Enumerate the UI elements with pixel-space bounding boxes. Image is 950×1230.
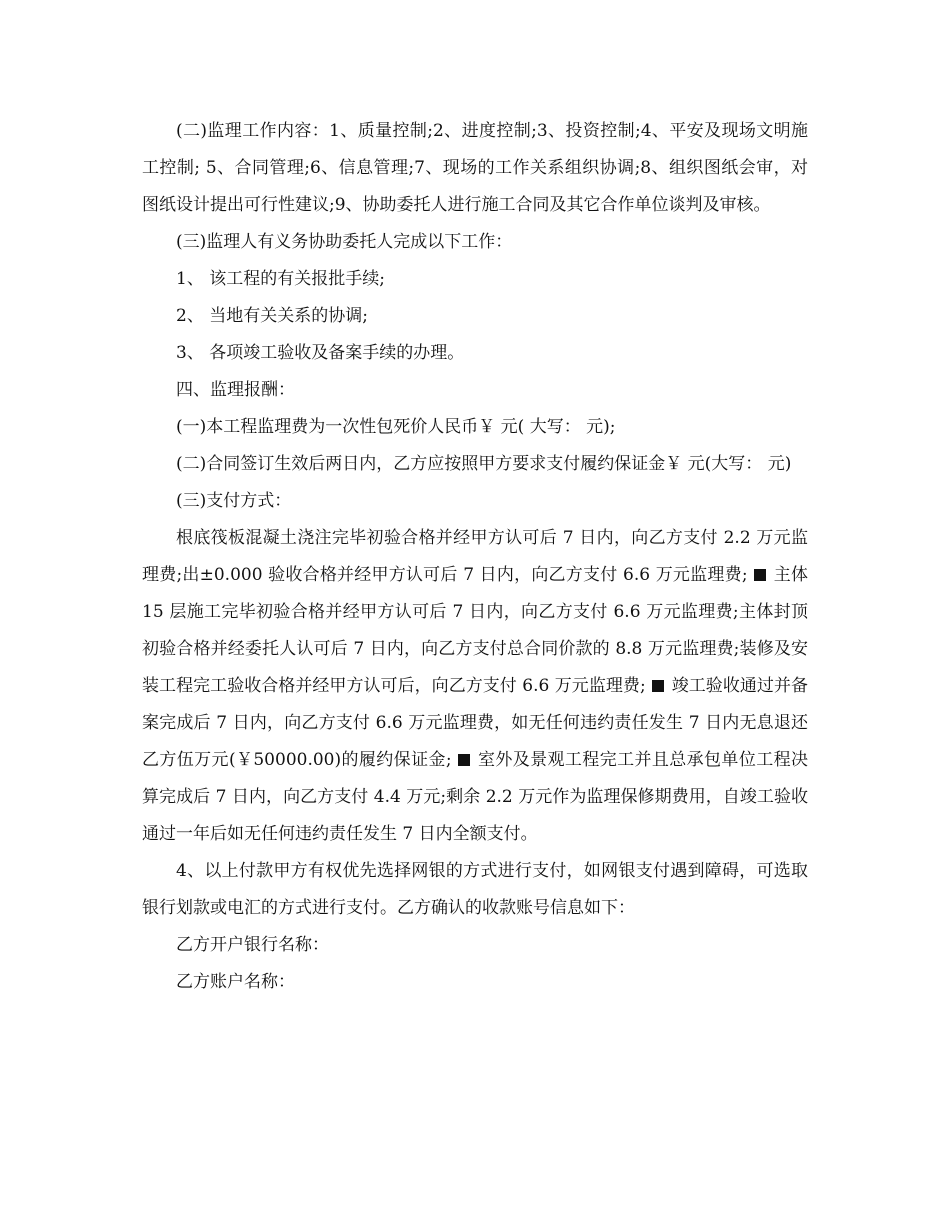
document-body — [142, 113, 808, 1001]
paragraph-bank-name: 乙方开户银行名称： — [176, 935, 329, 955]
payment-schedule-part-3: 竣工验收通过并备案完成后 7 日内，向乙方支付 6.6 万元监理费，如无任何违约责任发生 7 日内无息退还乙方伍万元(￥50000.00)的履约保证金; — [142, 676, 808, 770]
payment-schedule-part-2: 主体 15 层施工完毕初验合格并经甲方认可后 7 日内，向乙方支付 6.6 万元监理费;主体封顶初验合格并经委托人认可后 7 日内，向乙方支付总合同价款的 8.8 万元监理费;装修及安装工程完工验收合格并经甲方认可后，向乙方支付 6.6 万元监理费; — [142, 565, 808, 696]
black-square-icon — [652, 680, 664, 692]
paragraph-fee: (一)本工程监理费为一次性包死价人民币￥ 元( 大写： 元); — [176, 417, 616, 437]
paragraph-supervision-scope: (二)监理工作内容：1、质量控制;2、进度控制;3、投资控制;4、平安及现场文明施工控制; 5、合同管理;6、信息管理;7、现场的工作关系组织协调;8、组织图纸会审，对图纸设计提出可行性建议;9、协助委托人进行施工合同及其它合作单位谈判及审核。 — [142, 121, 808, 215]
paragraph-duty-1: 1、 该工程的有关报批手续; — [176, 269, 385, 289]
section-heading-remuneration: 四、监理报酬： — [176, 380, 295, 400]
paragraph-duty-3: 3、 各项竣工验收及备案手续的办理。 — [176, 343, 465, 363]
paragraph-duty-2: 2、 当地有关关系的协调; — [176, 306, 368, 326]
payment-schedule-part-4: 室外及景观工程完工并且总承包单位工程决算完成后 7 日内，向乙方支付 4.4 万元;剩余 2.2 万元作为监理保修期费用，自竣工验收通过一年后如无任何违约责任发生 7 日内全额支付。 — [142, 750, 808, 844]
paragraph-payment-schedule — [142, 520, 808, 853]
paragraph-supervisor-duties: (三)监理人有义务协助委托人完成以下工作： — [176, 232, 513, 252]
black-square-icon — [754, 569, 766, 581]
paragraph-account-name: 乙方账户名称： — [176, 972, 295, 992]
paragraph-payment-channel: 4、以上付款甲方有权优先选择网银的方式进行支付，如网银支付遇到障碍，可选取银行划款或电汇的方式进行支付。乙方确认的收款账号信息如下： — [142, 861, 808, 918]
paragraph-payment-method-heading: (三)支付方式： — [176, 491, 292, 511]
paragraph-deposit: (二)合同签订生效后两日内，乙方应按照甲方要求支付履约保证金￥ 元(大写： 元) — [176, 454, 792, 474]
payment-schedule-part-1: 根底筏板混凝土浇注完毕初验合格并经甲方认可后 7 日内，向乙方支付 2.2 万元监理费;出±0.000 验收合格并经甲方认可后 7 日内，向乙方支付 6.6 万元监理费; — [142, 528, 808, 585]
black-square-icon — [458, 754, 470, 766]
